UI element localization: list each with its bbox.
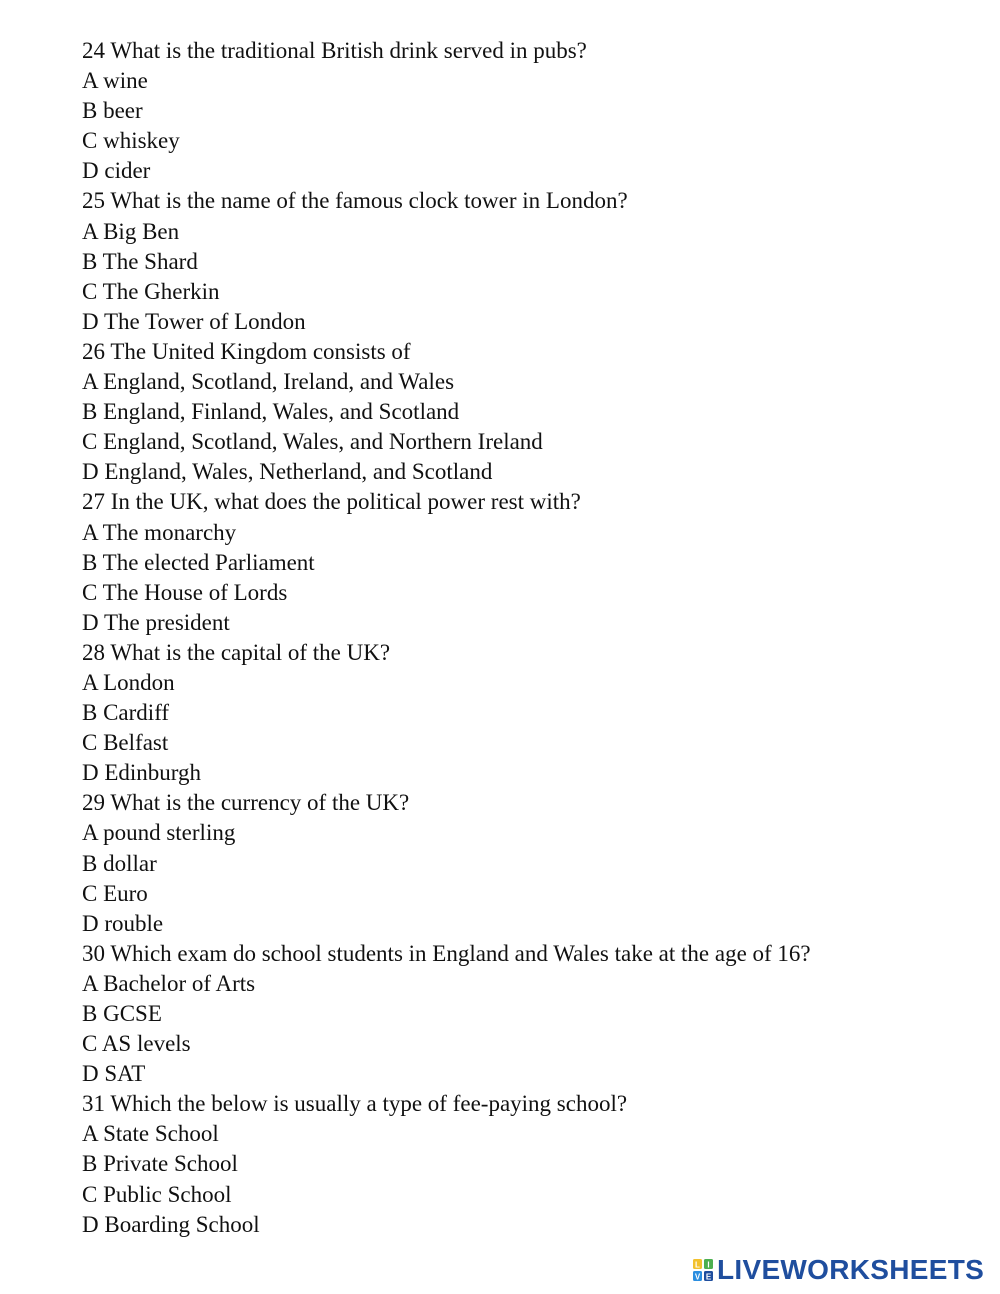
question-number: 24 (82, 38, 105, 63)
answer-option: C Belfast (82, 730, 169, 756)
answer-option: D Edinburgh (82, 760, 202, 786)
question-text: What is the traditional British drink served in pubs? (110, 38, 587, 63)
answer-option: D cider (82, 158, 151, 184)
answer-option: A England, Scotland, Ireland, and Wales (82, 369, 455, 395)
question-text: What is the capital of the UK? (110, 639, 391, 665)
question (82, 788, 982, 818)
svg-text:L: L (695, 1260, 700, 1270)
question-text: In the UK, what does the political power rest with? (110, 489, 581, 515)
question-number: 25 (82, 188, 105, 214)
answer-option: D Boarding School (82, 1211, 260, 1237)
answer-option: A State School (82, 1121, 219, 1147)
liveworksheets-logo (692, 1255, 984, 1285)
answer-option: B Private School (82, 1151, 238, 1177)
question-text: Which the below is usually a type of fee-paying school? (110, 1091, 628, 1117)
question-number: 30 (82, 940, 105, 966)
question (82, 1089, 982, 1119)
question-number: 31 (82, 1091, 105, 1117)
answer-option: B Cardiff (82, 700, 170, 726)
answer-option: C Public School (82, 1181, 232, 1207)
answer-option: C AS levels (82, 1031, 191, 1057)
svg-text:V: V (694, 1272, 701, 1282)
answer-option: A The monarchy (82, 519, 237, 545)
answer-option: D rouble (82, 910, 164, 936)
question (82, 337, 982, 367)
answer-option: B England, Finland, Wales, and Scotland (82, 399, 460, 425)
svg-text:E: E (705, 1272, 712, 1282)
answer-option: B The elected Parliament (82, 549, 315, 575)
answer-option: C whiskey (82, 128, 180, 154)
answer-option: A Big Ben (82, 218, 180, 244)
answer-option: D The president (82, 609, 230, 635)
answer-option: D SAT (82, 1061, 146, 1087)
question-text: What is the name of the famous clock tower in London? (110, 188, 628, 214)
question-text: What is the currency of the UK? (110, 790, 410, 816)
question-text: The United Kingdom consists of (110, 338, 411, 364)
answer-option: C The Gherkin (82, 278, 220, 304)
question-number: 27 (82, 489, 105, 515)
answer-option: B GCSE (82, 1001, 162, 1026)
liveworksheets-logo-icon (692, 1257, 714, 1283)
question (82, 487, 982, 517)
question-number: 26 (82, 338, 105, 364)
answer-option: D The Tower of London (82, 308, 306, 334)
answer-option: D England, Wales, Netherland, and Scotland (82, 459, 493, 485)
question (82, 939, 982, 969)
answer-option: B beer (82, 98, 143, 124)
logo-text: LIVEWORKSHEETS (717, 1254, 985, 1285)
answer-option: C The House of Lords (82, 579, 288, 605)
question (82, 36, 982, 66)
answer-option: A Bachelor of Arts (82, 970, 256, 996)
answer-option: C England, Scotland, Wales, and Northern Ireland (82, 429, 543, 455)
question-number: 29 (82, 790, 105, 816)
answer-option: C Euro (82, 880, 148, 906)
question (82, 186, 982, 216)
answer-option: A wine (82, 68, 148, 94)
question-text: Which exam do school students in England and Wales take at the age of 16? (110, 940, 811, 966)
question-number: 28 (82, 639, 105, 665)
answer-option: A pound sterling (82, 820, 236, 846)
question (82, 638, 982, 668)
quiz-content (82, 36, 982, 1240)
svg-text:I: I (707, 1260, 710, 1270)
answer-option: B The Shard (82, 248, 198, 274)
answer-option: B dollar (82, 850, 157, 876)
answer-option: A London (82, 669, 175, 695)
